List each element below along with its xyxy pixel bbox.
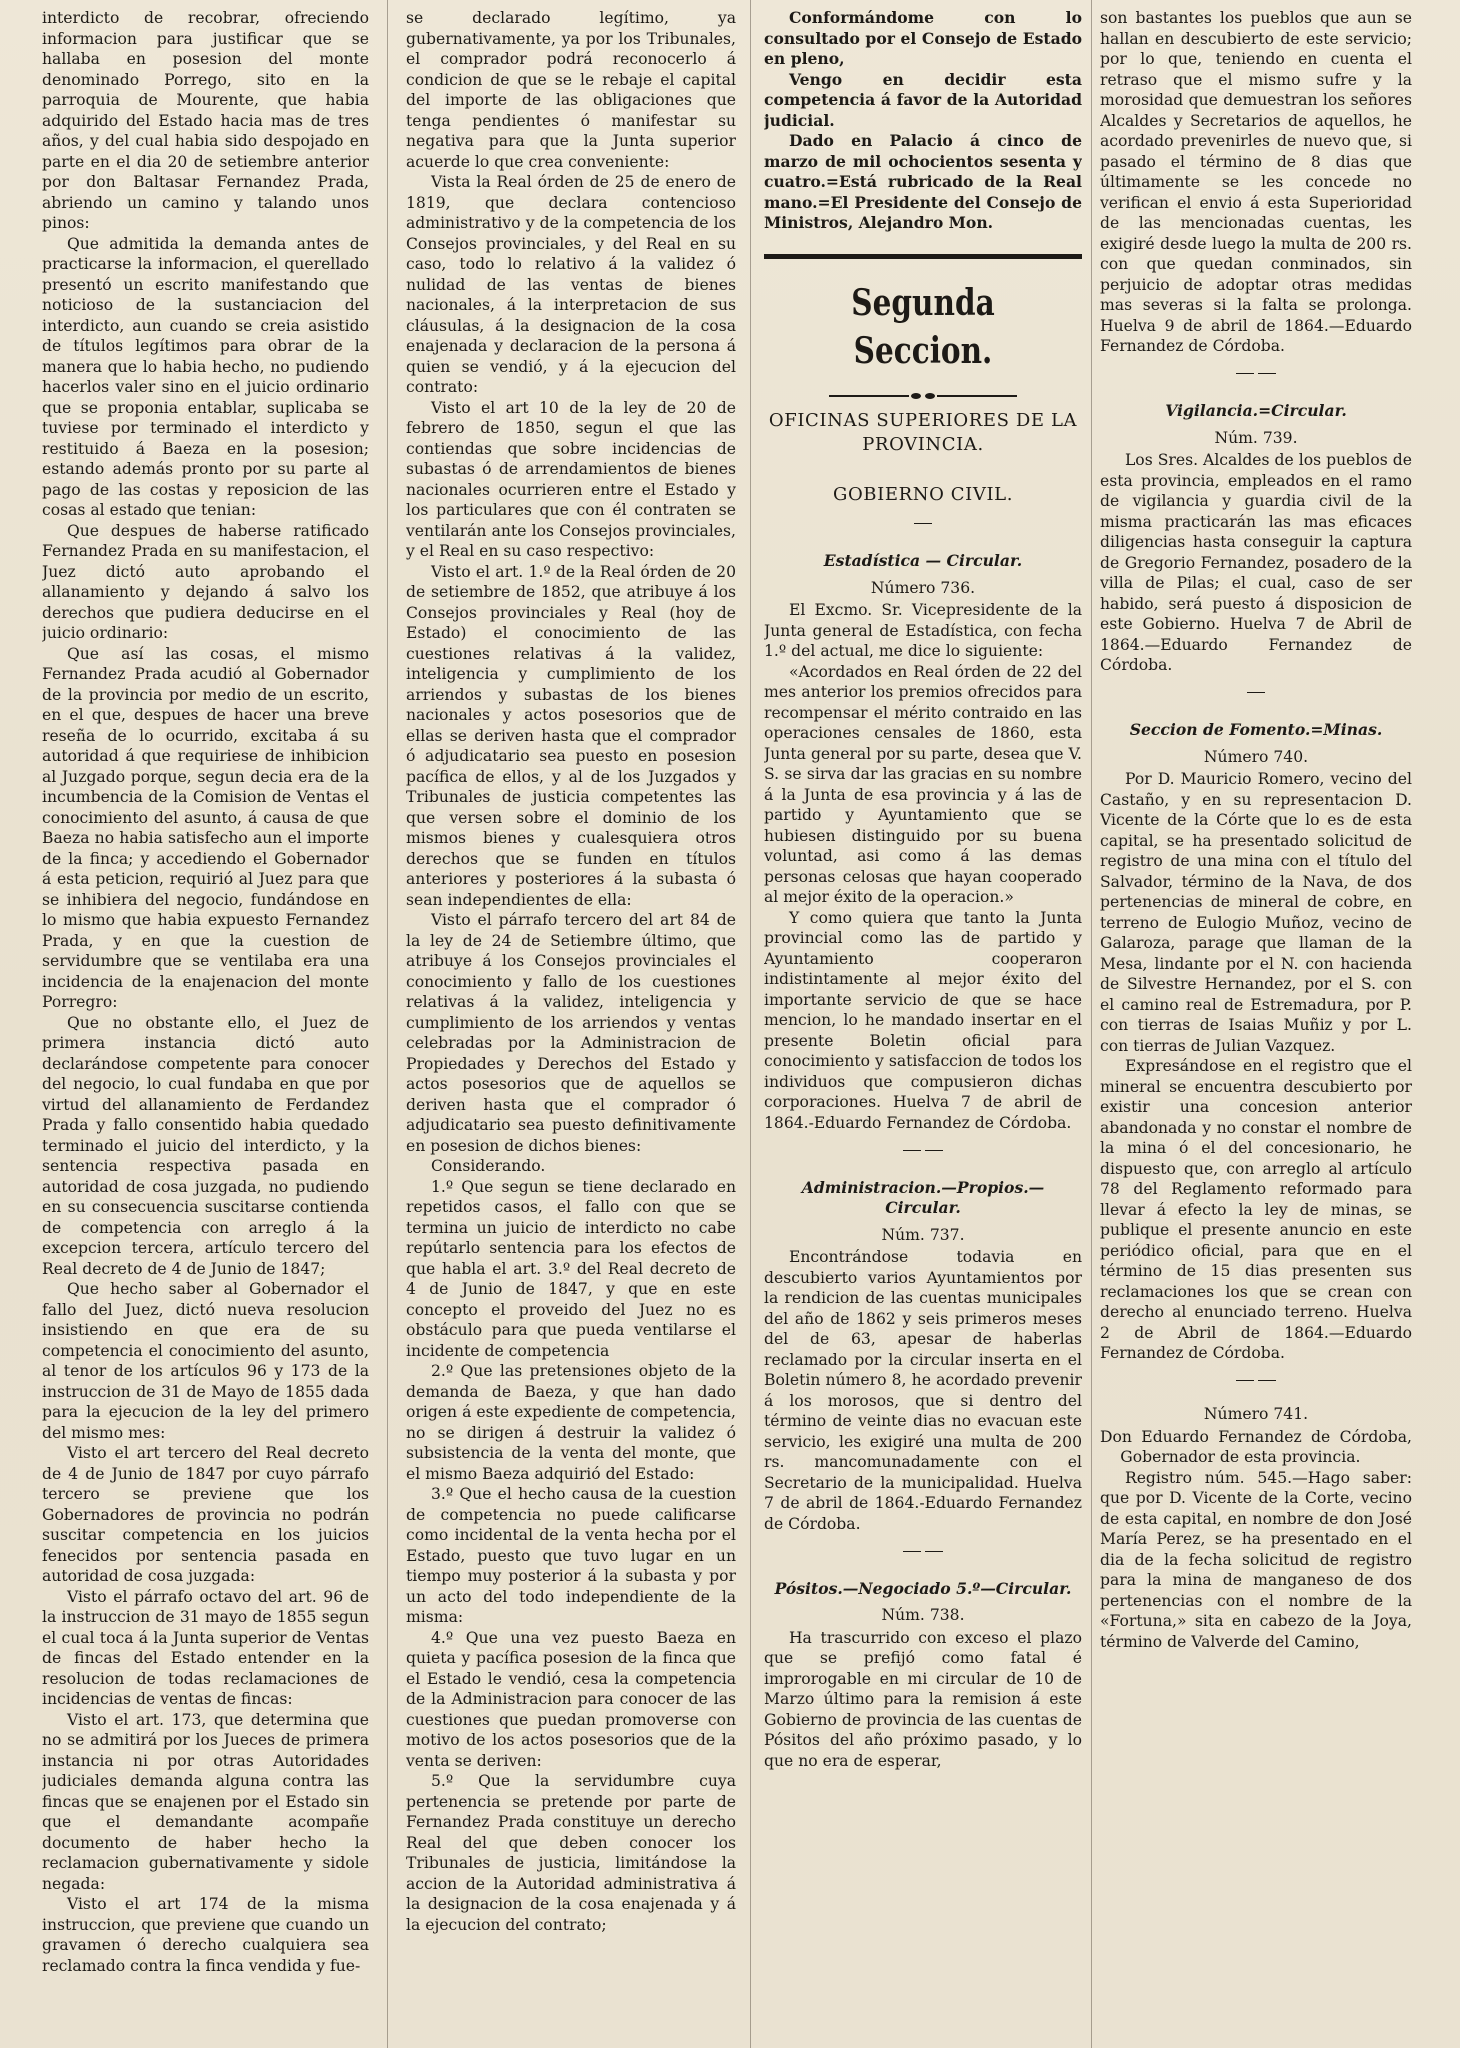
notice-heading-736: Estadística — Circular.	[823, 551, 1023, 570]
paragraph: Visto el párrafo tercero del art 84 de la ley de 24 de Setiembre último, que atribuye á los Consejos provinciales el conocimiento y fallo de los cuestiones relativas á la validez, inteligencia y cumplimiento de los arriendos y ventas celebradas por la Administracion de Propiedades y Derechos del Estado y actos posesorios que de aquellos se deriven hasta que el comprador ó adjudicatario sea puesto definitivamente en posesion de dichos bienes:	[406, 911, 736, 1155]
heading-oficinas: OFICINAS SUPERIORES DE LA PROVINCIA.	[768, 409, 1078, 455]
paragraph: Que admitida la demanda antes de practicarse la informacion, el querellado presentó un escrito manifestando que noticioso de la sustanciacion del interdicto, aun cuando se creia asistido de títulos legítimos para obrar de la manera que lo habia hecho, no pudiendo hacerlos valer sino en el juicio ordinario que se proponia entablar, suplicaba se tuviese por terminado el interdicto y restituido á Baeza en la posesion; estando además pronto por su parte al pago de las costas y reposicion de las cosas al estado que tenian:	[42, 234, 369, 519]
notice-heading-740: Seccion de Fomento.=Minas.	[1129, 720, 1383, 739]
short-divider	[1100, 682, 1412, 703]
notice-heading-737: Administracion.—Propios.—Circular.	[801, 1177, 1045, 1217]
column-divider	[1091, 0, 1092, 2048]
heading-gobierno: GOBIERNO CIVIL.	[832, 483, 1014, 505]
paragraph: Los Sres. Alcaldes de los pueblos de esta provincia, empleados en el ramo de vigilancia y guardia civil de la misma practicarán las mas eficaces diligencias hasta conseguir la captura de Gregorio Fernandez, posadero de la villa de Pilas; el cual, caso de ser habido, será puesto á disposicion de este Gobierno. Huelva 7 de Abril de 1864.—Eduardo Fernandez de Córdoba.	[1100, 451, 1412, 674]
paragraph: son bastantes los pueblos que aun se hallan en descubierto de este servicio; por lo que, teniendo en cuenta el retraso que el mismo sufre y la morosidad que demuestran los señores Alcaldes y Secretarios de aquellos, he acordado prevenirles de nuevo que, si pasado el término de 8 dias que últimamente se les concede no verifican el envio á esta Superioridad de las mencionadas cuentas, les exigiré desde luego la multa de 200 rs. con que quedan conminados, sin perjuicio de adoptar otras medidas mas severas si la falta se prolonga. Huelva 9 de abril de 1864.—Eduardo Fernandez de Córdoba.	[1100, 9, 1412, 355]
paragraph: Vengo en decidir esta competencia á favor de la Autoridad judicial.	[764, 69, 1082, 130]
paragraph: Dado en Palacio á cinco de marzo de mil ochocientos sesenta y cuatro.=Está rubricado de la Real mano.=El Presidente del Consejo de Ministros, Alejandro Mon.	[764, 131, 1082, 232]
paragraph: Ha trascurrido con exceso el plazo que se prefijó como fatal é improrogable en mi circular de 10 de Marzo último para la remision á este Gobierno de provincia de las cuentas de Pósitos del año próximo pasado, y lo que no era de esperar,	[764, 1628, 1082, 1770]
paragraph: 4.º Que una vez puesto Baeza en quieta y pacífica posesion de la finca que el Estado le vendió, cesa la competencia de la Administracion para conocer de las cuestiones que puedan promoverse con motivo de los actos posesorios que de la venta se deriven:	[406, 1628, 736, 1770]
paragraph: Expresándose en el registro que el mineral se encuentra descubierto por existir una concesion anterior abandonada y no constar el nombre de la mina ó el del concesionario, he dispuesto que, con arreglo al artículo 78 del Reglamento reformado para llevar á efecto la ley de minas, se publique el presente anuncio en este periódico oficial, para que en el término de 15 dias presenten sus reclamaciones los que se crean con derecho al enunciado terreno. Huelva 2 de Abril de 1864.—Eduardo Fernandez de Córdoba.	[1100, 1057, 1412, 1362]
notice-heading-739: Vigilancia.=Circular.	[1165, 401, 1347, 420]
notice-number-736: Número 736.	[870, 578, 976, 597]
short-divider	[1100, 1370, 1412, 1391]
short-divider	[764, 1540, 1082, 1561]
paragraph: «Acordados en Real órden de 22 del mes anterior los premios ofrecidos para recompensar el mérito contraido en las operaciones censales de 1860, esta Junta general por su parte, desea que V. S. se sirva dar las gracias en su nombre á la Junta de esa provincia y á las de partido y Ayuntamiento que se hubiesen distinguido por su buena voluntad, asi como á las demas personas celosas que hayan cooperado al mejor éxito de la operacion.»	[764, 662, 1082, 906]
paragraph: 3.º Que el hecho causa de la cuestion de competencia no puede calificarse como incidental de la venta hecha por el Estado, puesto que tuvo lugar en un tiempo muy posterior á la subasta y por un acto del todo independiente de la misma:	[406, 1485, 736, 1626]
notice-number-738: Núm. 738.	[881, 1606, 965, 1624]
section-title: Segunda Seccion.	[851, 281, 995, 372]
paragraph: Visto el art. 173, que determina que no se admitirá por los Jueces de primera instancia ni por otras Autoridades judiciales demanda alguna contra las fincas que se enajenen por el Estado sin que el demandante acompañe documento de haber hecho la reclamacion gubernativamente y sidole negada:	[42, 1710, 369, 1893]
ornament-divider	[764, 385, 1082, 395]
paragraph: Que no obstante ello, el Juez de primera instancia dictó auto declarándose competente para conocer del negocio, lo cual fundaba en que por virtud del allanamiento de Ferdandez Prada y fallo consentido habia quedado terminado el juicio del interdicto, y la sentencia respectiva pasada en autoridad de cosa juzgada, no pudiendo en su consecuencia suscitarse contienda de competencia con arreglo á la excepcion tercera, artículo tercero del Real decreto de 4 de Junio de 1847;	[42, 1013, 369, 1278]
section-rule	[764, 254, 1082, 259]
paragraph: Vista la Real órden de 25 de enero de 1819, que declara contencioso administrativo y de la competencia de los Consejos provinciales, y del Real en su caso, todo lo relativo á la validez ó nulidad de las ventas de bienes nacionales, á la interpretacion de sus cláusulas, á la designacion de la cosa enajenada y declaracion de la persona á quien se vendió, y á la ejecucion del contrato:	[406, 173, 736, 396]
paragraph: 2.º Que las pretensiones objeto de la demanda de Baeza, y que han dado origen á este expediente de competencia, no se dirigen á destruir la validez ó subsistencia de la venta del monte, que el mismo Baeza adquirió del Estado:	[406, 1362, 736, 1483]
notice-number-740: Número 740.	[1203, 747, 1309, 766]
paragraph: 5.º Que la servidumbre cuya pertenencia se pretende por parte de Fernandez Prada constituye un derecho Real del que deben conocer los Tribunales de justicia, limitándose la accion de la Autoridad administrativa á la designacion de la cosa enajenada y á la ejecucion del contrato;	[406, 1772, 736, 1934]
paragraph: se declarado legítimo, ya gubernativamente, ya por los Tribunales, el comprador podrá reconocerlo á condicion de que se le rebaje el capital del importe de las obligaciones que tenga pendientes ó manifestar su negativa para que la Junta superior acuerde lo que crea conveniente:	[406, 9, 736, 171]
paragraph: Encontrándose todavia en descubierto varios Ayuntamientos por la rendicion de las cuentas municipales del año de 1862 y seis primeros meses del de 63, apesar de haberlas reclamado por la circular inserta en el Boletin número 8, he acordado prevenir á los morosos, que si dentro del término de veinte dias no evacuan este servicio, les exigiré una multa de 200 rs. mancomunadamente con el Secretario de la municipalidad. Huelva 7 de abril de 1864.-Eduardo Fernandez de Córdoba.	[764, 1248, 1082, 1533]
column-divider	[750, 0, 751, 2048]
short-divider	[764, 513, 1082, 534]
short-divider	[764, 1139, 1082, 1160]
column-1	[42, 8, 369, 2038]
column-3	[764, 8, 1082, 2038]
paragraph: Visto el art 10 de la ley de 20 de febrero de 1850, segun el que las contiendas que sobre incidencias de subastas ó de arrendamientos de bienes nacionales ocurrieren entre el Estado y los particulares que con él contraten se ventilarán ante los Consejos provinciales, y el Real en su caso respectivo:	[406, 398, 736, 560]
notice-number-741: Número 741.	[1203, 1405, 1309, 1423]
paragraph: Que hecho saber al Gobernador el fallo del Juez, dictó nueva resolucion insistiendo en que era de su competencia el conocimiento del asunto, al tenor de los artículos 96 y 173 de la instruccion de 31 de Mayo de 1855 dada para la ejecucion de la ley del primero del mismo mes:	[42, 1280, 369, 1442]
paragraph: Por D. Mauricio Romero, vecino del Castaño, y en su representacion D. Vicente de la Córte que lo es de esta capital, se ha presentado solicitud de registro de una mina con el título del Salvador, término de la Nava, de dos pertenencias de mineral de cobre, en terreno de Eulogio Muñoz, vecino de Galaroza, parage que llaman de la Mesa, lindante por el N. con hacienda de Silvestre Hernandez, por el S. con el camino real de Estremadura, por P. con tierras de Isaias Muñiz y por L. con tierras de Julian Vazquez.	[1100, 770, 1412, 1055]
paragraph: Visto el párrafo octavo del art. 96 de la instruccion de 31 mayo de 1855 segun el cual toca á la Junta superior de Ventas de fincas del Estado entender en la resolucion de todas reclamaciones de incidencias de ventas de fincas:	[42, 1587, 369, 1708]
column-divider	[387, 0, 388, 2048]
paragraph: Que despues de haberse ratificado Fernandez Prada en su manifestacion, el Juez dictó auto aprobando el allanamiento y dejando á salvo los derechos que pudiera deducirse en el juicio ordinario:	[42, 521, 369, 642]
notice-number-737: Núm. 737.	[881, 1225, 965, 1244]
paragraph: Visto el art tercero del Real decreto de 4 de Junio de 1847 por cuyo párrafo tercero se previene que los Gobernadores de provincia no podrán suscitar competencia en los juicios fenecidos por sentencia pasada en autoridad de cosa juzgada:	[42, 1444, 369, 1585]
paragraph: Visto el art. 1.º de la Real órden de 20 de setiembre de 1852, que atribuye á los Consejos provinciales y Real (hoy de Estado) el conocimiento de las cuestiones relativas á la validez, inteligencia y cumplimiento de los arriendos y subastas de los bienes nacionales y actos posesorios que de ellas se deriven hasta que el comprador ó adjudicatario sea puesto en posesion pacífica de ellos, y al de los Juzgados y Tribunales de justicia competentes las que versen sobre el dominio de los mismos bienes y cualesquiera otros derechos que se funden en títulos anteriores y posteriores á la subasta ó sean independientes de ella:	[406, 562, 736, 909]
paragraph: Don Eduardo Fernandez de Córdoba, Gobernador de esta provincia.	[1100, 1427, 1412, 1466]
paragraph: interdicto de recobrar, ofreciendo informacion para justificar que se hallaba en posesion del monte denominado Porrego, sito en la parroquia de Mourente, que habia adquirido del Estado hacia mas de tres años, y del cual habia sido despojado en parte en el dia 20 de setiembre anterior por don Baltasar Fernandez Prada, abriendo un camino y talando unos pinos:	[42, 9, 369, 232]
notice-number-739: Núm. 739.	[1214, 428, 1298, 447]
paragraph: Que así las cosas, el mismo Fernandez Prada acudió al Gobernador de la provincia por medio de un escrito, en el que, despues de hacer una breve reseña de lo ocurrido, excitaba á su autoridad á que requiriese de inhibicion al Juzgado porque, segun decia era de la incumbencia de la Comision de Ventas el conocimiento del asunto, á causa de que Baeza no habia satisfecho aun el importe de la finca; y accediendo el Gobernador á esta peticion, requirió al Juez para que se inhibiera del negocio, fundándose en lo mismo que habia expuesto Fernandez Prada, y en que la cuestion de servidumbre que se ventilaba era una incidencia de la enajenacion del monte Porregro:	[42, 644, 369, 1011]
paragraph: 1.º Que segun se tiene declarado en repetidos casos, el fallo con que se termina un juicio de interdicto no cabe repútarlo sentencia para los efectos de que habla el art. 3.º del Real decreto de 4 de Junio de 1847, y que en este concepto el proveido del Juez no es obstáculo para que pueda ventilarse el incidente de competencia	[406, 1177, 736, 1360]
column-4	[1100, 8, 1412, 2038]
paragraph: Conformándome con lo consultado por el Consejo de Estado en pleno,	[764, 8, 1082, 68]
short-divider	[1100, 363, 1412, 384]
paragraph: Considerando.	[430, 1157, 546, 1175]
column-2	[406, 8, 736, 2038]
notice-heading-738: Pósitos.—Negociado 5.º—Circular.	[774, 1578, 1072, 1598]
paragraph: Visto el art 174 de la misma instruccion, que previene que cuando un gravamen ó derecho cualquiera sea reclamado contra la finca vendida y fue-	[42, 1895, 369, 1975]
paragraph: Y como quiera que tanto la Junta provincial como las de partido y Ayuntamiento cooperaron indistintamente al mejor éxito del importante servicio de que se hace mencion, lo he mandado insertar en el presente Boletin oficial para conocimiento y satisfaccion de todos los individuos que compusieron dichas corporaciones. Huelva 7 de abril de 1864.-Eduardo Fernandez de Córdoba.	[764, 908, 1082, 1132]
paragraph: Registro núm. 545.—Hago saber: que por D. Vicente de la Corte, vecino de esta capital, en nombre de don José María Perez, se ha presentado en el dia de la fecha solicitud de registro para la mina de manganeso de dos pertenencias con el nombre de la «Fortuna,» sita en cabezo de la Joya, término de Valverde del Camino,	[1100, 1468, 1412, 1651]
paragraph: El Excmo. Sr. Vicepresidente de la Junta general de Estadística, con fecha 1.º del actual, me dice lo siguiente:	[764, 601, 1082, 660]
